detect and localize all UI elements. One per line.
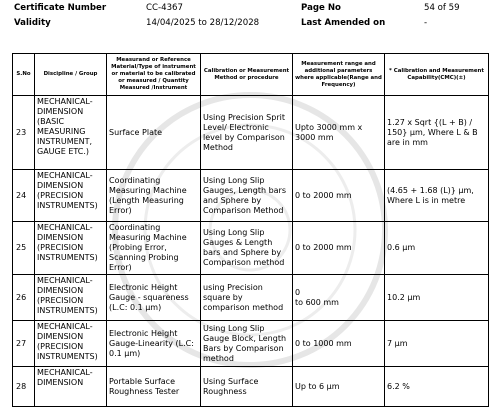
cell-cmc: 10.2 µm [385,275,489,321]
cell-discipline: MECHANICAL- DIMENSION (PRECISION INSTRUMENTS) [35,170,107,222]
table-row [13,222,489,275]
cell-measurand: Surface Plate [107,96,201,170]
cell-range: 0 to 2000 mm [293,222,385,275]
scope-table [12,53,489,407]
cell-method: Using Precision Sprit Level/ Electronic level by Comparison Method [201,96,293,170]
cell-method: Using Surface Roughness [201,367,293,407]
cell-sno: 28 [13,367,35,407]
validity-label: Validity [14,18,51,28]
cell-sno: 25 [13,222,35,275]
table-row [13,170,489,222]
last-amended-label: Last Amended on [301,18,386,28]
cell-cmc: 0.6 µm [385,222,489,275]
cell-cmc: 1.27 x Sqrt {(L + B) / 150} µm, Where L & B are in mm [385,96,489,170]
table-header-row [13,54,489,96]
table-row [13,96,489,170]
cell-method: using Precision square by comparison method [201,275,293,321]
cell-range: 0 to 1000 mm [293,321,385,367]
cell-measurand: Electronic Height Gauge - squareness (L.C: 0.1 µm) [107,275,201,321]
cell-method: Using Long Slip Gauge Block, Length Bars by Comparison method [201,321,293,367]
col-header-cmc: * Calibration and Measurement Capability(CMC)(±) [385,54,489,96]
cell-range: Upto 3000 mm x 3000 mm [293,96,385,170]
cell-range: 0 to 2000 mm [293,170,385,222]
cell-measurand: Coordinating Measuring Machine (Length Measuring Error) [107,170,201,222]
cell-measurand: Portable Surface Roughness Tester [107,367,201,407]
col-header-method: Calibration or Measurement Method or procedure [201,54,293,96]
cell-range: Up to 6 µm [293,367,385,407]
cell-measurand: Electronic Height Gauge-Linearity (L.C: 0.1 µm) [107,321,201,367]
cell-cmc: 7 µm [385,321,489,367]
cell-discipline: MECHANICAL- DIMENSION (PRECISION INSTRUMENTS) [35,321,107,367]
cell-sno: 24 [13,170,35,222]
col-header-sno: S.No [13,54,35,96]
col-header-discipline: Discipline / Group [35,54,107,96]
table-row [13,367,489,407]
certificate-number-label: Certificate Number [14,3,107,13]
cell-discipline: MECHANICAL- DIMENSION [35,367,107,407]
cell-discipline: MECHANICAL- DIMENSION (PRECISION INSTRUMENTS) [35,222,107,275]
col-header-measurand: Measurand or Reference Material/Type of instrument or material to be calibrated or measured / Quantity Measured /Instrument [107,54,201,96]
cell-sno: 27 [13,321,35,367]
cell-cmc: (4.65 + 1.68 (L)} µm, Where L is in metre [385,170,489,222]
cell-discipline: MECHANICAL- DIMENSION (BASIC MEASURING INSTRUMENT, GAUGE ETC.) [35,96,107,170]
table-row [13,275,489,321]
col-header-range: Measurement range and additional parameters where applicable(Range and Frequency) [293,54,385,96]
cell-discipline: MECHANICAL- DIMENSION (PRECISION INSTRUMENTS) [35,275,107,321]
cell-cmc: 6.2 % [385,367,489,407]
table-row [13,321,489,367]
page-no-value: 54 of 59 [424,3,460,13]
cell-method: Using Long Slip Gauges & Length bars and Sphere by Comparison method [201,222,293,275]
cell-sno: 26 [13,275,35,321]
cell-sno: 23 [13,96,35,170]
cell-measurand: Coordinating Measuring Machine (Probing Error, Scanning Probing Error) [107,222,201,275]
cell-range: 0 to 600 mm [293,275,385,321]
certificate-number-value: CC-4367 [146,3,183,13]
last-amended-value: - [424,18,428,28]
validity-value: 14/04/2025 to 28/12/2028 [146,18,260,28]
page-no-label: Page No [301,3,341,13]
cell-method: Using Long Slip Gauges, Length bars and Sphere by Comparison Method [201,170,293,222]
